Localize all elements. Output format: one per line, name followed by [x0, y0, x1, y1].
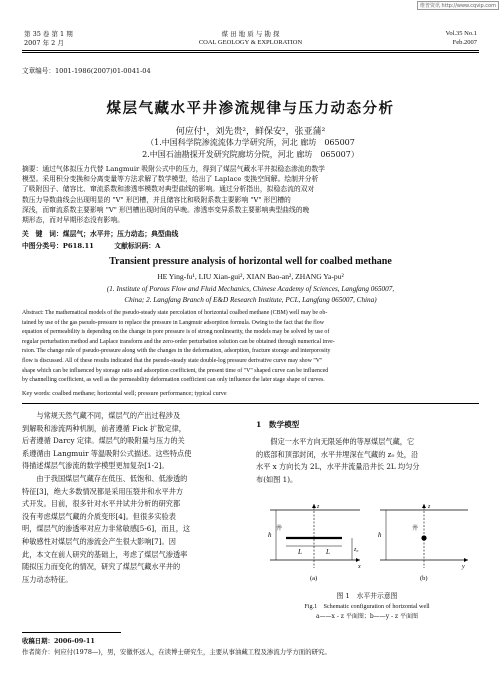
body-line: 特征[3]，绝大多数情况都是采用压裂井和水平井方: [22, 486, 184, 496]
label-L-right: L: [326, 548, 330, 556]
title-en: Transient pressure analysis of horizontal well for coalbed methane: [109, 256, 392, 267]
intro-text: [22, 410, 244, 586]
body-line: 种敏感性对煤层气的渗流会产生很大影响[7]。因: [22, 536, 176, 546]
abstract-en-line: tained by use of the gas pseudo-pressure to replace the pressure in Langmuir adsorption formula. Owing to the fact that the flow: [22, 319, 324, 326]
abstract-rule: [22, 403, 479, 404]
affiliation-en-2: China; 2. Langfang Branch of E&D Research Institute, PCL, Langfang 065007, China): [124, 296, 377, 304]
label-z-axis-b: z: [428, 504, 431, 510]
body-line: 式开发。目前，很多针对水平井试井分析的研究都: [22, 499, 181, 509]
affiliation-cn-2: 2.中国石油勘探开发研究院廊坊分院，河北 廊坊 065007）: [142, 150, 359, 159]
abstract-en: [22, 309, 480, 386]
label-well-b: 井: [412, 525, 419, 532]
abstract-cn-line: 数压力导数曲线会出现明显的 "V" 形凹槽，并且储容比和吸附系数主要影响 "V" 形凹槽的: [22, 195, 291, 204]
abstract-cn-line: 了吸附因子、储容比、窜流系数和渗透率模数对典型曲线的影响。通过分析指出，拟稳态流的双对: [22, 185, 315, 194]
label-z0: z₀: [354, 547, 359, 553]
body-line: 随拟压力而变化的情况，研究了煤层气藏水平井的: [22, 562, 181, 572]
keywords-cn: 关 键 词：煤层气；水平井；压力动态；典型曲线: [22, 230, 179, 238]
body-line: 水平 x 方向长为 2L，水平井流量沿井长 2L 均匀分: [256, 462, 420, 472]
classification-cn: 中图分类号：P618.11 文献标识码：A: [22, 242, 161, 250]
body-line: 得描述煤层气渗流的数学模型更加复杂[1-2]。: [22, 461, 169, 471]
body-line: 假定一水平方向无限延伸的等厚煤层气藏，它: [256, 437, 415, 446]
label-h-b: h: [378, 531, 382, 539]
label-x-axis: x: [358, 564, 361, 570]
label-h: h: [268, 531, 272, 539]
section-heading: 1 数学模型: [256, 420, 300, 429]
abstract-en-line: equation of permeability is depending on the change in pore pressure is of strong nonlinearity, the models may be solved by use of: [22, 329, 330, 336]
header-volume-cn: 第 35 卷 第 1 期: [24, 30, 73, 38]
model-text: [256, 436, 478, 486]
header-date-cn: 2007 年 2 月: [24, 39, 64, 47]
header-journal-en: COAL GEOLOGY & EXPLORATION: [198, 39, 303, 46]
affiliation-cn-1: （1.中国科学院渗流流体力学研究所，河北 廊坊 065007: [146, 138, 355, 147]
panel-a-label: (a): [310, 575, 318, 582]
keywords-en: Key words: coalbed methane; horizontal well; pressure performance; typical curve: [22, 390, 227, 397]
footnote-rule: [22, 632, 121, 633]
label-z-axis: z: [317, 504, 320, 510]
author-bio: 作者简介：何应付(1978—)，男，安徽怀远人，在读博士研究生，主要从事油藏工程及渗流力学方面的研究。: [22, 648, 331, 656]
affiliation-en-1: (1. Institute of Porous Flow and Fluid Mechanics, Chinese Academy of Sciences, Langfang 065007,: [106, 285, 395, 293]
abstract-en-line: rsion. The change rule of pseudo-pressure along with the changes in the deformation, adsorption, fracture storage and interporosity: [22, 348, 331, 355]
abstract-cn-line: 摘要：通过气体拟压力代替 Langmuir 吸附公式中的压力，得到了煤层气藏水平井拟稳态渗流的数学: [22, 165, 325, 173]
body-line: 布(如图 1)。: [256, 474, 298, 484]
header-rule: [22, 50, 479, 51]
abstract-en-line: flow is discussed. All of these results indicated that the pseudo-steady state double-log pressure derivative curve may show "V": [22, 357, 323, 364]
figure-1-diagram: [262, 498, 472, 584]
body-line: 系遵循由 Langmuir 等温吸附公式描述。这些特点使: [22, 448, 192, 458]
abstract-cn: [22, 164, 480, 225]
figure-caption-en: Fig.1 Schematic configuration of horizontal well: [304, 603, 430, 610]
body-line: 后者遵循 Darcy 定律。煤层气的吸附量与压力的关: [22, 436, 185, 446]
abstract-en-line: shape which can be influenced by storage ratio and adsorption coefficient, the present time of "V" shaped curve can be influenced: [22, 367, 329, 374]
body-line: 压力动态特征。: [22, 574, 73, 584]
abstract-cn-line: 模型。采用积分变换和分离变量等方法求解了数学模型，给出了 Laplace 变换空间解。绘制并分析: [22, 175, 319, 184]
panel-b-label: (b): [420, 575, 428, 582]
received-date: 收稿日期：2006-09-11: [22, 637, 95, 645]
body-line: 此，本文在前人研究的基础上，考虑了煤层气渗透率: [22, 549, 188, 559]
body-line: 的底部和顶部封闭，水平井埋深在气藏的 z₀ 处，沿: [256, 449, 419, 459]
header-journal-cn: 煤 田 地 质 与 勘 探: [221, 30, 280, 38]
authors-cn: 何应付¹，刘先贵²，鲜保安²，张亚蒲²: [175, 127, 326, 137]
authors-en: HE Ying-fu¹, LIU Xian-gui², XIAN Bao-an², ZHANG Ya-pu²: [157, 272, 344, 281]
abstract-cn-line: 期形态，而对早期形态没有影响。: [22, 216, 124, 225]
body-line: 与常规天然气藏不同，煤层气的产出过程涉及: [22, 411, 181, 420]
abstract-en-line: regular perturbation method and Laplace transform and the zero-order perturbation solution can be obtained through numerical inve-: [22, 338, 335, 345]
header-volume-en: Vol.35 No.1: [445, 30, 477, 37]
abstract-en-line: by channelling coefficient, as well as the permeability deformation coefficient can only influence the later stage shape of curves.: [22, 377, 325, 384]
panel-b: [378, 504, 468, 570]
label-y-axis: y: [462, 564, 465, 570]
label-L-left: L: [298, 548, 302, 556]
body-line: 明，煤层气的渗透率对应力非常敏感[5-6]，而且，这: [22, 524, 191, 534]
well-cross-section: [421, 535, 426, 540]
label-well-a: 井: [276, 525, 283, 532]
watermark-stamp: 维普资讯 http://www.cqvip.com: [417, 1, 499, 10]
panel-a: [268, 504, 361, 570]
abstract-en-line: Abstract: The mathematical models of the pseudo-steady state percolation of horizontal coalbed methane (CBM) well may be ob-: [22, 310, 328, 316]
figure-caption-panels: a——x - z 平面图；b——y - z 平面图: [315, 613, 418, 620]
title-cn: 煤层气藏水平井渗流规律与压力动态分析: [106, 101, 395, 117]
abstract-cn-line: 深浅，而窜流系数主要影响 "V" 形凹槽出现时间的早晚。渗透率变异系数主要影响典型曲线的晚: [22, 205, 310, 214]
article-number: 文章编号：1001-1986(2007)01-0041-04: [22, 67, 151, 75]
body-line: 没有考虑煤层气藏的介质变形[4]。但很多实验表: [22, 511, 176, 521]
header-rule-thin: [22, 52, 479, 53]
header-date-en: Feb.2007: [452, 39, 477, 46]
body-line: 到解吸和渗流两种机制，前者遵循 Fick 扩散定律，: [22, 423, 186, 433]
figure-caption-cn: 图 1 水平井示意图: [336, 592, 398, 600]
body-line: 由于我国煤层气藏存在低压、低饱和、低渗透的: [22, 473, 188, 483]
